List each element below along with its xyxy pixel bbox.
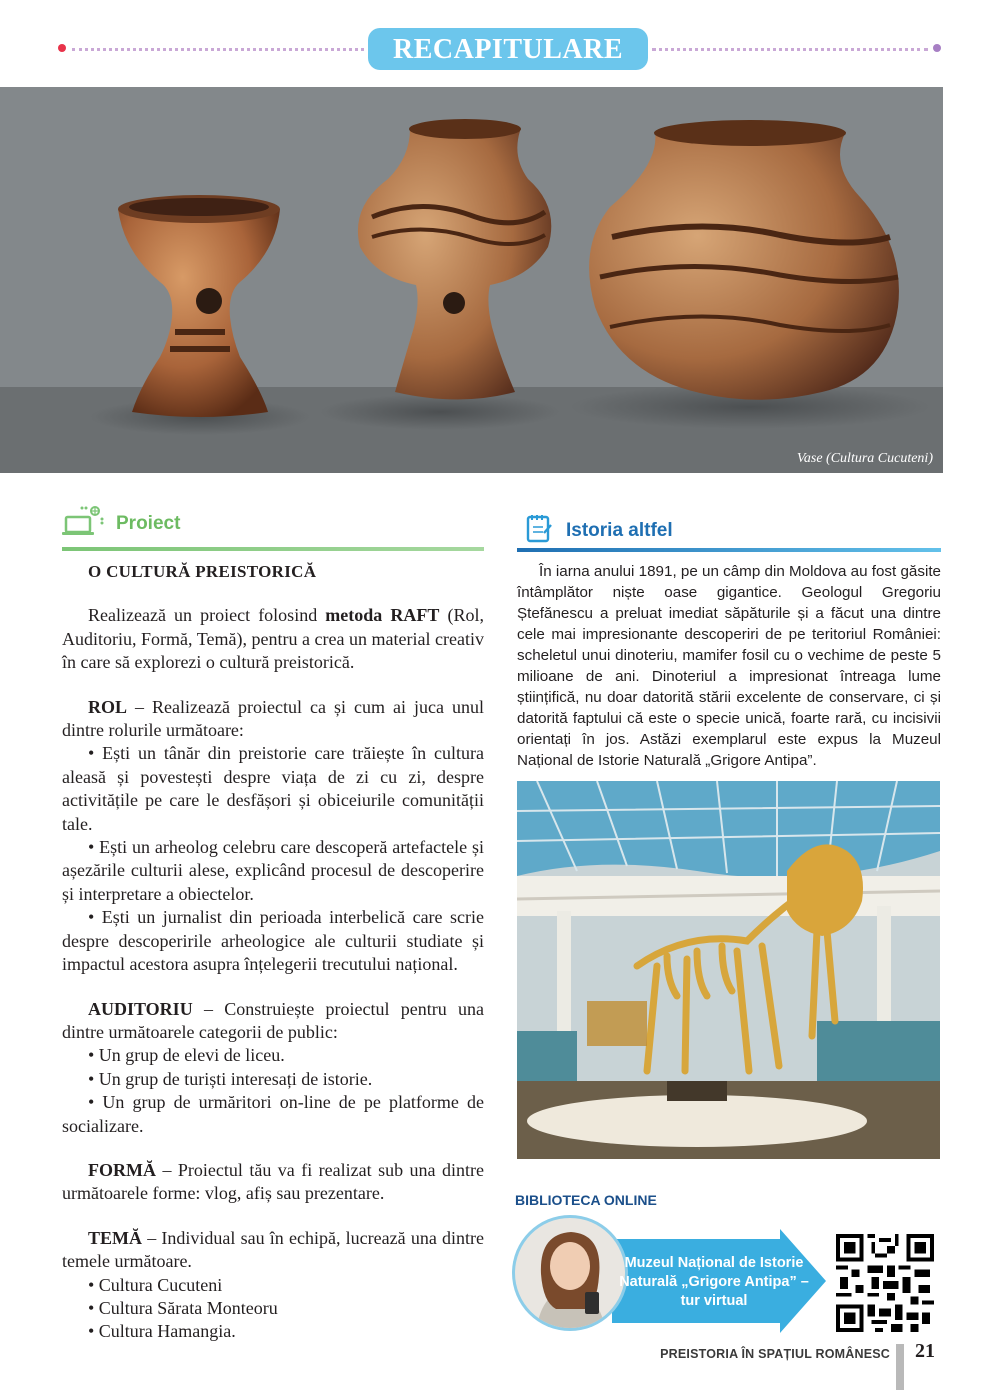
biblioteca-heading: BIBLIOTECA ONLINE — [515, 1192, 657, 1208]
chapter-name: PREISTORIA ÎN SPAȚIUL ROMÂNESC — [660, 1347, 890, 1361]
forma-label: FORMĂ — [88, 1159, 156, 1180]
tema-item: • Cultura Cucuteni — [88, 1274, 223, 1295]
istoria-text — [517, 561, 941, 771]
tema-text: – Individual sau în echipă, lucrează una dintre temele următoare. — [62, 1227, 484, 1272]
rol-item: • Ești un jurnalist din perioada interbelică care scrie despre descoperirile arheologice ale culturii studiate și impactul acestora asupra înțelegerii trecutului național. — [62, 907, 484, 975]
qr-code-icon[interactable] — [836, 1234, 934, 1332]
project-laptop-icon — [62, 505, 110, 539]
header-dot-left — [58, 44, 66, 52]
header-dotted-line-right — [652, 48, 928, 51]
proiect-body — [62, 560, 484, 1344]
photo-caption: Vase (Cultura Cucuteni) — [796, 451, 933, 466]
proiect-title: O CULTURĂ PREISTORICĂ — [88, 562, 317, 581]
dinotherium-museum-photo — [517, 781, 940, 1159]
tema-label: TEMĂ — [88, 1227, 142, 1248]
auditoriu-item: • Un grup de turiști interesați de istorie. — [88, 1068, 373, 1089]
auditoriu-item: • Un grup de urmăritori on-line de pe platforme de socializare. — [62, 1092, 484, 1136]
istoria-rule — [517, 548, 941, 552]
page-marker-bar — [896, 1344, 904, 1390]
istoria-paragraph: În iarna anului 1891, pe un câmp din Moldova au fost găsite întâmplător niște oase gigantice. Geologul Gregoriu Ștefănescu a preluat imediat săpăturile și a făcut una dintre cele mai impresionante descoperiri de pe teritoriul României: scheletul unui dinoteriu, mamifer fosil cu o vechime de peste 5 milioane de ani. Dinoteriul a impresionat întreaga lume științifică, nu doar datorită stării excelente de conservare, ci și datorită faptului că este o specie unică, foarte rară, cu incisivii orientați în jos. Astăzi exemplarul este expus la Muzeul Național de Istorie Naturală „Grigore Antipa”. — [517, 563, 941, 769]
tema-item: • Cultura Sărata Monteoru — [88, 1297, 278, 1318]
auditoriu-paragraph — [62, 998, 484, 1045]
forma-text: – Proiectul tău va fi realizat sub una dintre următoarele forme: vlog, afiș sau prezentare. — [62, 1159, 484, 1204]
rol-paragraph — [62, 696, 484, 743]
proiect-intro — [62, 604, 484, 674]
intro-text-start: Realizează un proiect folosind — [88, 605, 326, 626]
proiect-heading: Proiect — [116, 513, 181, 534]
rol-label: ROL — [88, 696, 128, 717]
istoria-heading: Istoria altfel — [566, 520, 673, 541]
rol-item: • Ești un tânăr din preistorie care trăiește în cultura aleasă și povestești despre viața de zi cu zi, despre activitățile pe care le desfășori și obiceiurile comunității tale. — [62, 743, 484, 834]
intro-text-end: (Rol, Auditoriu, Formă, Temă), pentru a crea un material creativ în care să explorezi o cultură preistorică. — [62, 605, 484, 673]
tema-paragraph — [62, 1227, 484, 1274]
rol-item: • Ești un arheolog celebru care descoperă artefactele și așezările culturii alese, explicând procesul de descoperire și interpretare a obiectelor. — [62, 837, 484, 904]
auditoriu-text: – Construiește proiectul pentru una dintre următoarele categorii de public: — [62, 998, 484, 1042]
auditoriu-item: • Un grup de elevi de liceu. — [88, 1045, 285, 1066]
header-dot-right — [933, 44, 941, 52]
auditoriu-label: AUDITORIU — [88, 998, 193, 1019]
tema-item: • Cultura Hamangia. — [88, 1321, 236, 1342]
notepad-icon — [524, 513, 554, 543]
header-dotted-line-left — [72, 48, 364, 51]
student-avatar — [511, 1214, 629, 1332]
cucuteni-vases-photo — [0, 87, 943, 473]
page-number: 21 — [915, 1340, 935, 1362]
proiect-rule — [62, 547, 484, 551]
vases-illustration — [0, 87, 943, 473]
museum-illustration — [517, 781, 940, 1159]
intro-method: metoda RAFT — [325, 605, 440, 626]
forma-paragraph — [62, 1159, 484, 1206]
rol-text: – Realizează proiectul ca și cum ai juca unul dintre rolurile următoare: — [62, 696, 484, 741]
virtual-tour-link[interactable]: Muzeul Național de Istorie Naturală „Grigore Antipa” – tur virtual — [619, 1255, 809, 1309]
page-title: RECAPITULARE — [368, 28, 648, 70]
